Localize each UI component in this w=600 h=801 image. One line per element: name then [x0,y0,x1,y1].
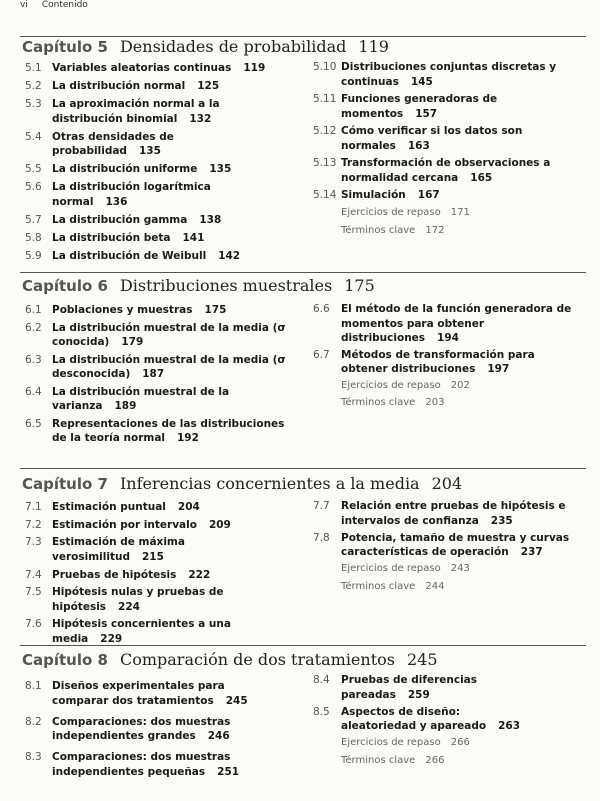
section-page: 222 [188,568,211,581]
toc-extra-entry[interactable] [313,754,533,769]
section-page: 209 [208,518,231,531]
section-number: 5.12 [313,125,337,137]
section-title: Aspectos de diseño: aleatoriedad y apareado [341,705,487,732]
chapter-heading [22,276,375,295]
section-title: Métodos de transformación para obtener distribuciones [341,348,535,375]
toc-extra-entry[interactable] [313,580,583,595]
toc-entry[interactable] [25,303,290,318]
section-number: 7.8 [313,531,330,544]
section-title: La aproximación normal a la distribución binomial [52,98,220,125]
extra-page: 244 [425,581,445,592]
section-page: 125 [197,80,220,92]
section-page: 246 [207,730,230,742]
toc-extra-entry[interactable] [313,379,583,394]
section-title: Comparaciones: dos muestras independientes pequeñas [52,751,231,778]
section-title: Transformación de observaciones a normalidad cercana [341,157,551,184]
extra-page: 171 [450,206,470,218]
section-title: Hipótesis concernientes a una media [52,618,231,645]
chapter-page: 204 [431,474,463,493]
section-number: 7.1 [25,501,42,513]
section-number: 7.3 [25,536,42,549]
section-number: 5.5 [25,163,42,175]
section-number: 5.8 [25,231,42,244]
section-title: La distribución de Weibull [52,249,207,262]
section-title: Comparaciones: dos muestras independientes grandes [52,715,231,742]
toc-entry[interactable] [25,130,285,159]
section-page: 119 [243,62,266,74]
section-page: 251 [217,765,240,778]
chapter-title[interactable]: Distribuciones muestrales [119,276,333,295]
extra-page: 172 [425,225,445,236]
chapter-label: Capítulo 7 [22,475,108,493]
toc-entry[interactable] [313,188,583,203]
toc-column-left [25,500,290,650]
toc-entry[interactable] [25,750,275,779]
toc-entry[interactable] [25,79,285,94]
chapter-heading [22,37,389,56]
toc-entry[interactable] [25,585,290,614]
section-number: 7.7 [313,500,330,512]
chapter-heading [22,474,462,493]
section-title: La distribución muestral de la media (σ conocida) [52,321,286,348]
section-title: La distribución uniforme [52,163,198,175]
section-number: 7.6 [25,618,42,631]
section-number: 7.4 [25,568,42,581]
section-title: Poblaciones y muestras [52,304,193,316]
toc-extra-entry[interactable] [313,562,583,577]
toc-entry[interactable] [25,213,285,228]
extra-title: Ejercicios de repaso [341,206,441,218]
section-page: 197 [487,363,510,375]
section-page: 224 [118,600,140,613]
section-page: 194 [437,332,459,344]
section-page: 187 [142,368,165,380]
chapter-page: 119 [358,37,389,56]
toc-column-left [25,679,275,786]
section-title: Otras densidades de probabilidad [52,130,174,157]
toc-extra-entry[interactable] [313,396,583,411]
section-number: 8.4 [313,674,330,686]
toc-entry[interactable] [25,180,285,209]
toc-entry[interactable] [25,97,285,126]
toc-extra-entry[interactable] [313,206,583,221]
section-number: 5.14 [313,189,337,201]
section-number: 6.6 [313,303,330,315]
chapter-rule [20,272,586,273]
section-page: 141 [182,231,205,244]
section-page: 138 [199,213,222,226]
section-page: 179 [121,336,144,348]
chapter-page: 175 [344,276,375,295]
section-page: 259 [407,688,430,701]
section-title: La distribución logarítmica normal [52,181,211,208]
section-title: Hipótesis nulas y pruebas de hipótesis [52,586,224,613]
extra-title: Ejercicios de repaso [341,563,441,574]
toc-extra-entry[interactable] [313,736,533,751]
extra-page: 202 [450,379,470,391]
section-title: El método de la función generadora de momentos para obtener distribuciones [341,303,572,344]
section-page: 237 [520,546,543,558]
chapter-title[interactable]: Inferencias concernientes a la media [119,474,420,493]
section-number: 6.5 [25,417,42,430]
section-title: La distribución muestral de la varianza [52,385,230,412]
extra-title: Ejercicios de repaso [341,737,441,748]
toc-column-right [313,302,583,414]
section-page: 163 [407,139,430,152]
section-title: Diseños experimentales para comparar dos tratamientos [52,680,225,707]
extra-title: Términos clave [341,755,416,766]
extra-page: 266 [425,755,445,766]
toc-column-right [313,673,533,772]
section-title: Representaciones de las distribuciones de la teoría normal [52,417,285,444]
section-number: 6.3 [25,353,42,366]
toc-entry[interactable] [25,679,275,708]
toc-entry[interactable] [25,715,275,744]
toc-entry[interactable] [313,156,583,185]
toc-entry[interactable] [25,417,290,446]
section-title: Relación entre pruebas de hipótesis e intervalos de confianza [341,500,566,527]
toc-column-right [313,499,583,598]
chapter-rule [20,468,586,469]
chapter-heading [22,650,438,669]
chapter-page: 245 [406,650,438,669]
extra-title: Términos clave [341,581,416,592]
section-title: Variables aleatorias continuas [52,62,232,74]
toc-entry[interactable] [313,124,583,153]
toc-column-left [25,303,290,449]
section-number: 6.2 [25,321,42,334]
toc-entry[interactable] [25,61,285,76]
section-page: 189 [114,400,137,412]
section-page: 142 [218,249,241,262]
section-page: 235 [490,514,513,527]
section-page: 165 [470,171,493,184]
section-number: 5.10 [313,61,337,73]
section-title: Funciones generadoras de momentos [341,93,498,120]
section-title: La distribución muestral de la media (σ desconocida) [52,353,286,380]
toc-column-right [313,60,583,243]
section-number: 6.7 [313,348,330,361]
section-number: 5.3 [25,98,42,110]
toc-entry[interactable] [25,617,290,646]
section-title: Estimación puntual [52,501,166,513]
section-number: 5.6 [25,181,42,193]
section-title: Estimación por intervalo [52,518,197,531]
chapter-label: Capítulo 5 [22,38,108,56]
section-page: 192 [177,432,199,444]
toc-entry[interactable] [25,535,290,564]
chapter-title[interactable]: Comparación de dos tratamientos [119,650,395,669]
section-number: 5.9 [25,249,42,262]
section-title: Pruebas de diferencias pareadas [341,674,478,701]
extra-title: Términos clave [341,397,416,408]
extra-title: Términos clave [341,225,416,236]
section-number: 8.5 [313,705,330,718]
section-page: 245 [225,694,248,707]
section-title: La distribución beta [52,231,171,244]
section-title: Distribuciones conjuntas discretas y continuas [341,61,557,88]
toc-entry[interactable] [25,500,290,515]
section-page: 229 [100,632,123,645]
section-page: 136 [105,195,128,208]
toc-extra-entry[interactable] [313,224,583,239]
page-number: vi [20,0,28,10]
toc-entry[interactable] [25,385,290,414]
section-page: 132 [189,112,212,125]
toc-entry[interactable] [25,231,285,246]
section-number: 8.2 [25,715,42,728]
section-number: 8.1 [25,680,42,692]
section-number: 5.13 [313,157,337,169]
section-number: 7.5 [25,586,42,599]
section-page: 263 [498,720,521,732]
section-title: Potencia, tamaño de muestra y curvas características de operación [341,531,570,558]
section-number: 5.2 [25,80,42,92]
section-number: 8.3 [25,751,42,763]
extra-page: 266 [450,737,470,748]
chapter-rule [20,645,586,646]
toc-entry[interactable] [313,60,583,89]
section-page: 157 [415,107,438,120]
section-title: Cómo verificar si los datos son normales [341,125,523,152]
section-page: 145 [410,75,433,88]
extra-page: 243 [450,563,470,574]
toc-entry[interactable] [313,673,533,702]
section-page: 135 [138,145,161,157]
section-number: 5.11 [313,93,337,105]
toc-column-left [25,61,285,267]
toc-entry[interactable] [25,249,285,264]
extra-title: Ejercicios de repaso [341,379,441,391]
section-number: 7.2 [25,518,42,531]
section-page: 167 [417,189,440,201]
toc-entry[interactable] [25,353,290,382]
chapter-title[interactable]: Densidades de probabilidad [119,37,347,56]
section-number: 5.7 [25,213,42,226]
toc-entry[interactable] [313,348,583,377]
toc-entry[interactable] [25,321,290,350]
chapter-label: Capítulo 6 [22,277,108,295]
chapter-label: Capítulo 8 [22,651,108,669]
toc-entry[interactable] [313,92,583,121]
section-title: La distribución gamma [52,213,188,226]
section-page: 175 [204,304,227,316]
section-title: La distribución normal [52,80,186,92]
section-number: 5.1 [25,62,42,74]
toc-entry[interactable] [313,499,583,528]
toc-entry[interactable] [313,531,583,560]
running-title: Contenido [41,0,88,10]
section-title: Estimación de máxima verosimilitud [52,536,185,563]
section-page: 204 [177,501,200,513]
section-number: 6.4 [25,385,42,398]
section-page: 135 [209,163,232,175]
running-head [20,0,102,10]
section-number: 5.4 [25,130,42,143]
section-title: Pruebas de hipótesis [52,568,177,581]
section-page: 215 [141,550,164,563]
extra-page: 203 [425,397,445,408]
toc-entry[interactable] [25,568,290,583]
section-number: 6.1 [25,304,42,316]
section-title: Simulación [341,189,406,201]
toc-entry[interactable] [313,302,583,346]
toc-entry[interactable] [313,705,533,734]
toc-entry[interactable] [25,162,285,177]
toc-entry[interactable] [25,518,290,533]
